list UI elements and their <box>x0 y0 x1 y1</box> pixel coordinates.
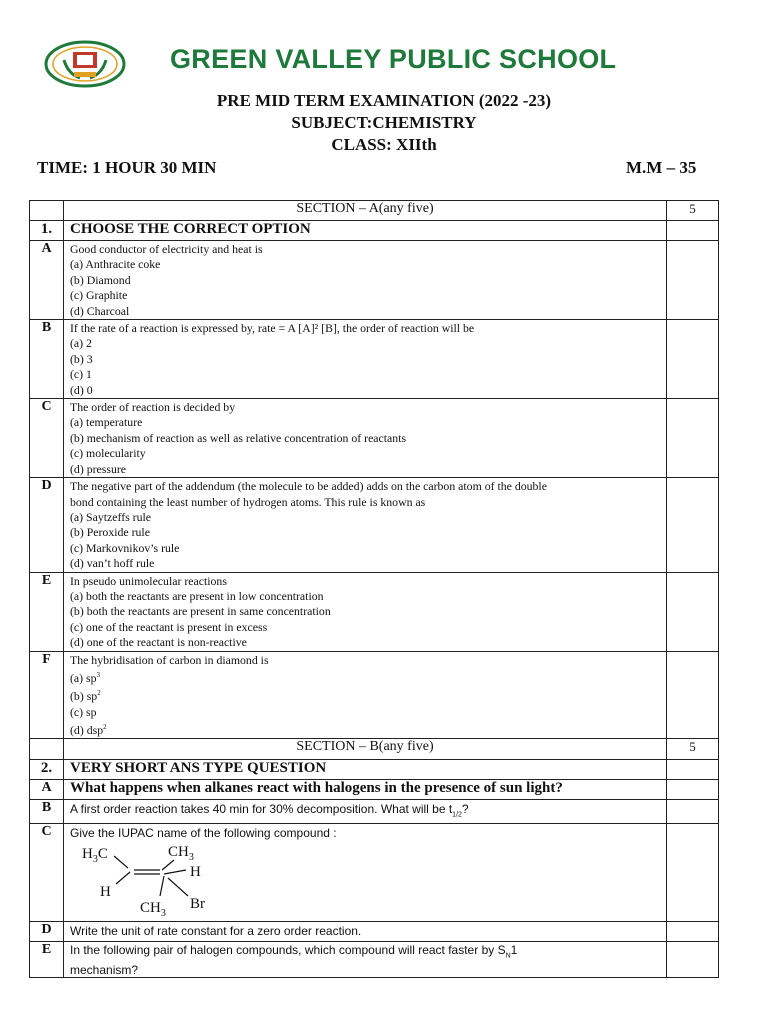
question-text: Give the IUPAC name of the following compound : $H_3C$ $CH_3$ H H $CH_3$ Br <box>64 823 667 921</box>
question-text: The order of reaction is decided by (a) temperature (b) mechanism of reaction as well as relative concentration of reactants (c) molecularity (d) pressure <box>64 399 667 478</box>
question-label: F <box>30 651 64 739</box>
section-a-header-row <box>30 201 719 221</box>
question-label: E <box>30 572 64 651</box>
question-text: The hybridisation of carbon in diamond is (a) $sp^3$ (b) $sp^2$ (c) sp (d) dsp$^2$ <box>64 651 667 739</box>
question-label: E <box>30 941 64 977</box>
question-row <box>30 241 719 320</box>
question-text: Write the unit of rate constant for a zero order reaction. <box>64 921 667 941</box>
section-a-heading-row <box>30 221 719 241</box>
section-b-header-row <box>30 739 719 760</box>
question-table <box>29 200 719 978</box>
question-label: C <box>30 823 64 921</box>
question-text: If the rate of a reaction is expressed by, rate = A [A]² [B], the order of reaction will be (a) 2 (b) 3 (c) 1 (d) 0 <box>64 320 667 399</box>
question-text: What happens when alkanes react with halogens in the presence of sun light? <box>64 780 667 800</box>
section-b-title: SECTION – B(any five) <box>64 739 667 760</box>
question-row <box>30 800 719 823</box>
svg-text:H: H <box>100 883 111 900</box>
question-label: D <box>30 478 64 572</box>
section-a-title: SECTION – A(any five) <box>64 201 667 221</box>
subject: SUBJECT:CHEMISTRY <box>291 113 477 132</box>
question-text: Good conductor of electricity and heat is (a) Anthracite coke (b) Diamond (c) Graphite (d) Charcoal <box>64 241 667 320</box>
question-row <box>30 320 719 399</box>
max-marks: M.M – 35 <box>626 158 697 177</box>
svg-text:Br: Br <box>190 895 205 912</box>
svg-text:H3C: $H_3C$ <box>82 845 108 865</box>
section-a-heading: CHOOSE THE CORRECT OPTION <box>64 221 667 241</box>
school-logo-icon <box>44 40 126 88</box>
question-label: B <box>30 320 64 399</box>
question-text: In pseudo unimolecular reactions (a) both the reactants are present in low concentration (b) both the reactants are present in same concentration (c) one of the reactant is present in excess (d) one of the reactant is non-reactive <box>64 572 667 651</box>
section-b-heading: VERY SHORT ANS TYPE QUESTION <box>64 760 667 780</box>
school-name: GREEN VALLEY PUBLIC SCHOOL <box>170 44 617 74</box>
section-a-number: 1. <box>30 221 64 241</box>
question-text: The negative part of the addendum (the molecule to be added) adds on the carbon atom of the double bond containing the least number of hydrogen atoms. This rule is known as (a) Saytzeffs rule (b) Peroxide rule (c) Markovnikov’s rule (d) van’t hoff rule <box>64 478 667 572</box>
question-row <box>30 780 719 800</box>
question-row <box>30 572 719 651</box>
section-b-marks: 5 <box>667 739 719 760</box>
question-text: A first order reaction takes 40 min for 30% decomposition. What will be $t_{1/2}$? <box>64 800 667 823</box>
section-b-heading-row <box>30 760 719 780</box>
question-label: D <box>30 921 64 941</box>
section-a-marks: 5 <box>667 201 719 221</box>
question-label: A <box>30 780 64 800</box>
question-row <box>30 478 719 572</box>
section-b-number: 2. <box>30 760 64 780</box>
exam-time: TIME: 1 HOUR 30 MIN <box>37 158 217 177</box>
svg-text:CH3: $CH_3$ <box>140 899 166 919</box>
class: CLASS: XIIth <box>331 135 437 154</box>
question-row <box>30 399 719 478</box>
question-text: In the following pair of halogen compounds, which compound will react faster by $S_N1$ mechanism? <box>64 941 667 977</box>
svg-text:CH3: $CH_3$ <box>168 843 194 863</box>
question-label: B <box>30 800 64 823</box>
question-row <box>30 823 719 921</box>
question-row <box>30 921 719 941</box>
svg-text:H: H <box>190 863 201 880</box>
chemical-structure <box>76 840 226 920</box>
question-row <box>30 941 719 977</box>
question-label: C <box>30 399 64 478</box>
question-label: A <box>30 241 64 320</box>
question-row <box>30 651 719 739</box>
exam-title: PRE MID TERM EXAMINATION (2022 -23) <box>216 91 552 110</box>
